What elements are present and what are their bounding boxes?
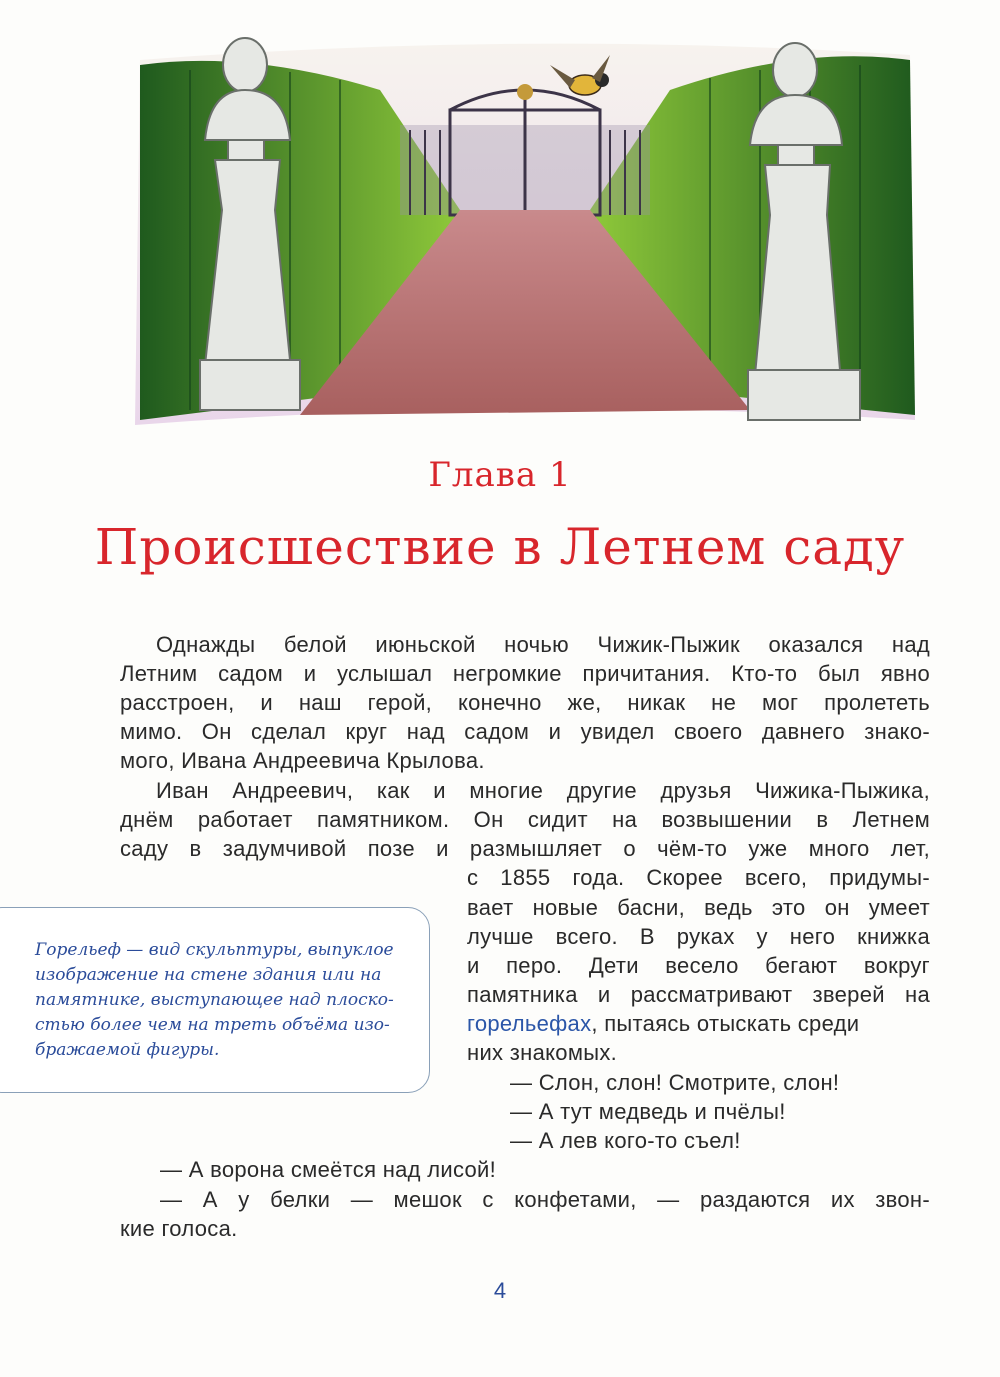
body-line: расстроен, и наш герой, конечно же, никак не мог пролететь — [120, 690, 930, 715]
summer-garden-illustration — [130, 30, 920, 430]
note-line: бражаемой фигуры. — [35, 1040, 220, 1060]
body-line: мимо. Он сделал круг над садом и увидел своего давнего знако- — [120, 719, 930, 744]
glossary-note-text — [35, 938, 415, 1063]
body-line-text: , пытаясь отыскать среди — [591, 1011, 860, 1036]
dialogue-line: кие голоса. — [120, 1216, 238, 1241]
body-line: с 1855 года. Скорее всего, придумы- — [467, 865, 930, 890]
page-number: 4 — [493, 1278, 507, 1303]
body-line: саду в задумчивой позе и размышляет о чём-то уже много лет, — [120, 836, 930, 861]
chapter-label: Глава 1 — [428, 455, 572, 495]
dialogue-line: — А у белки — мешок с конфетами, — раздаются их звон- — [160, 1187, 930, 1212]
body-line: Летним садом и услышал негромкие причитания. Кто-то был явно — [120, 661, 930, 686]
dialogue-line: — А лев кого-то съел! — [510, 1128, 741, 1153]
note-line: стью более чем на треть объёма изо- — [35, 1015, 390, 1035]
note-line: памятнике, выступающее над плоско- — [35, 990, 394, 1010]
body-line: днём работает памятником. Он сидит на возвышении в Летнем — [120, 807, 930, 832]
dialogue-line: — А тут медведь и пчёлы! — [510, 1099, 786, 1124]
body-line: и перо. Дети весело бегают вокруг — [467, 953, 930, 978]
body-line: них знакомых. — [467, 1040, 618, 1065]
body-line: Однажды белой июньской ночью Чижик-Пыжик оказался над — [156, 632, 930, 657]
term-link-gorelefah[interactable]: горельефах — [467, 1011, 592, 1036]
note-line: Горельеф — вид скульптуры, выпуклое — [35, 940, 394, 960]
body-line: памятника и рассматривают зверей на — [467, 982, 930, 1007]
body-line: мого, Ивана Андреевича Крылова. — [120, 748, 485, 773]
body-line: лучше всего. В руках у него книжка — [467, 924, 930, 949]
body-line: Иван Андреевич, как и многие другие друзья Чижика-Пыжика, — [156, 778, 930, 803]
dialogue-line: — А ворона смеётся над лисой! — [160, 1157, 497, 1182]
note-line: изображение на стене здания или на — [35, 965, 382, 985]
dialogue-line: — Слон, слон! Смотрите, слон! — [510, 1070, 840, 1095]
body-line: вает новые басни, ведь это он умеет — [467, 895, 930, 920]
body-line — [467, 1009, 859, 1039]
chapter-title: Происшествие в Летнем саду — [94, 518, 906, 576]
